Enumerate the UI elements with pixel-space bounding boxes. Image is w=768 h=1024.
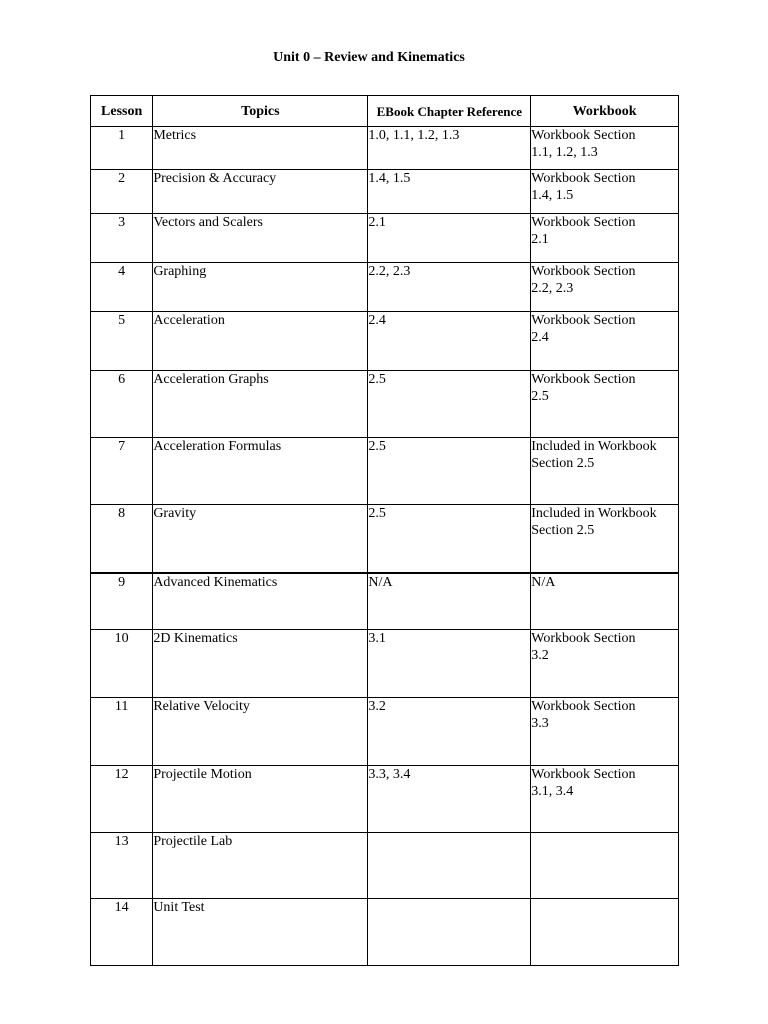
lesson-number: 13 — [91, 833, 153, 899]
table-row — [91, 263, 679, 312]
lesson-number: 10 — [91, 630, 153, 698]
lesson-number: 8 — [91, 505, 153, 573]
table-row — [91, 214, 679, 263]
workbook-reference — [531, 170, 679, 214]
workbook-line-2: Section 2.5 — [531, 523, 595, 538]
workbook-line-1: Workbook Section — [531, 631, 636, 646]
lesson-topic: Acceleration — [153, 312, 368, 371]
header-lesson: Lesson — [91, 96, 153, 127]
ebook-reference: 2.4 — [368, 312, 531, 371]
workbook-line-1: Workbook Section — [531, 215, 636, 230]
ebook-reference: 3.2 — [368, 698, 531, 766]
workbook-reference — [531, 263, 679, 312]
ebook-reference — [368, 899, 531, 966]
workbook-line-2: 2.4 — [531, 330, 549, 345]
workbook-line-1: Workbook Section — [531, 171, 636, 186]
ebook-reference — [368, 833, 531, 899]
ebook-reference: 3.3, 3.4 — [368, 766, 531, 833]
lesson-number: 6 — [91, 371, 153, 438]
workbook-line-1: Workbook Section — [531, 699, 636, 714]
ebook-reference: 2.2, 2.3 — [368, 263, 531, 312]
lesson-number: 7 — [91, 438, 153, 505]
lesson-number: 1 — [91, 127, 153, 170]
workbook-line-2: 1.4, 1.5 — [531, 188, 574, 203]
lesson-topic: Gravity — [153, 505, 368, 573]
workbook-line-1: Included in Workbook — [531, 506, 657, 521]
workbook-reference — [531, 312, 679, 371]
ebook-reference: 2.1 — [368, 214, 531, 263]
workbook-reference — [531, 573, 679, 630]
workbook-reference — [531, 833, 679, 899]
lesson-topic: Graphing — [153, 263, 368, 312]
table-row — [91, 833, 679, 899]
workbook-reference — [531, 127, 679, 170]
lesson-topic: 2D Kinematics — [153, 630, 368, 698]
table-row — [91, 766, 679, 833]
workbook-reference — [531, 371, 679, 438]
lesson-number: 4 — [91, 263, 153, 312]
workbook-line-2: 3.2 — [531, 648, 549, 663]
workbook-line-2: 1.1, 1.2, 1.3 — [531, 145, 598, 160]
workbook-line-1: N/A — [531, 574, 556, 590]
table-row — [91, 573, 679, 630]
lesson-topic: Acceleration Formulas — [153, 438, 368, 505]
workbook-reference — [531, 438, 679, 505]
table-row — [91, 698, 679, 766]
ebook-reference: 3.1 — [368, 630, 531, 698]
workbook-line-1: Workbook Section — [531, 767, 636, 782]
ebook-reference: 2.5 — [368, 505, 531, 573]
ebook-reference: N/A — [368, 573, 531, 630]
workbook-reference — [531, 698, 679, 766]
lesson-number: 2 — [91, 170, 153, 214]
lesson-topic: Metrics — [153, 127, 368, 170]
header-workbook: Workbook — [531, 96, 679, 127]
table-header-row — [91, 96, 679, 127]
workbook-reference — [531, 630, 679, 698]
lesson-topic: Precision & Accuracy — [153, 170, 368, 214]
lesson-number: 11 — [91, 698, 153, 766]
workbook-line-1: Included in Workbook — [531, 439, 657, 454]
workbook-line-2: 3.1, 3.4 — [531, 784, 574, 799]
page-title: Unit 0 – Review and Kinematics — [273, 50, 465, 65]
workbook-line-1: Workbook Section — [531, 372, 636, 387]
workbook-line-2: 2.1 — [531, 232, 549, 247]
header-topics: Topics — [153, 96, 368, 127]
table-row — [91, 630, 679, 698]
lesson-number: 12 — [91, 766, 153, 833]
workbook-reference — [531, 899, 679, 966]
header-ebook-reference: EBook Chapter Reference — [368, 96, 531, 127]
workbook-line-2: Section 2.5 — [531, 456, 595, 471]
workbook-line-2: 2.5 — [531, 389, 549, 404]
lesson-topic: Relative Velocity — [153, 698, 368, 766]
workbook-reference — [531, 766, 679, 833]
table-row — [91, 127, 679, 170]
lesson-number: 14 — [91, 899, 153, 966]
workbook-line-1: Workbook Section — [531, 313, 636, 328]
workbook-reference — [531, 505, 679, 573]
ebook-reference: 1.0, 1.1, 1.2, 1.3 — [368, 127, 531, 170]
lesson-number: 5 — [91, 312, 153, 371]
workbook-line-1: Workbook Section — [531, 264, 636, 279]
workbook-line-2: 2.2, 2.3 — [531, 281, 574, 296]
lesson-topic: Projectile Motion — [153, 766, 368, 833]
ebook-reference: 1.4, 1.5 — [368, 170, 531, 214]
table-row — [91, 438, 679, 505]
ebook-reference: 2.5 — [368, 371, 531, 438]
table-row — [91, 371, 679, 438]
workbook-reference — [531, 214, 679, 263]
lesson-topic: Vectors and Scalers — [153, 214, 368, 263]
table-row — [91, 505, 679, 573]
lesson-topic: Unit Test — [153, 899, 368, 966]
table-row — [91, 170, 679, 214]
lesson-number: 3 — [91, 214, 153, 263]
lesson-table — [90, 95, 679, 966]
lesson-number: 9 — [91, 573, 153, 630]
lesson-topic: Advanced Kinematics — [153, 573, 368, 630]
workbook-line-1: Workbook Section — [531, 128, 636, 143]
lesson-topic: Acceleration Graphs — [153, 371, 368, 438]
table-row — [91, 312, 679, 371]
lesson-topic: Projectile Lab — [153, 833, 368, 899]
workbook-line-2: 3.3 — [531, 716, 549, 731]
ebook-reference: 2.5 — [368, 438, 531, 505]
table-row — [91, 899, 679, 966]
